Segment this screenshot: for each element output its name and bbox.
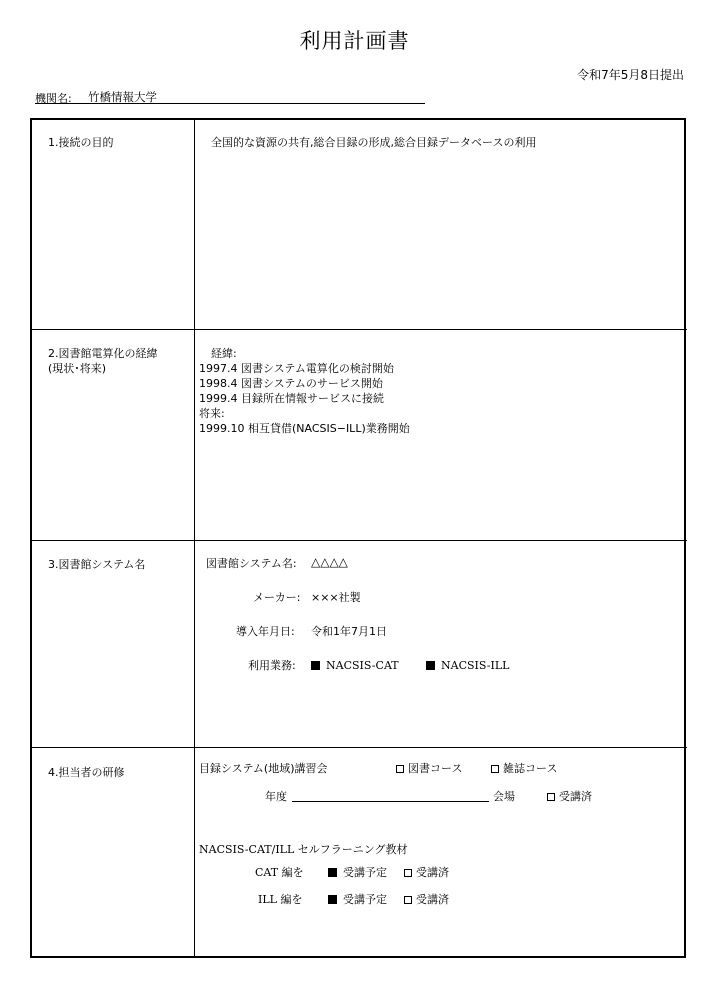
- year-label: 年度: [265, 790, 287, 803]
- self-learning-title: NACSIS-CAT/ILL セルフラーニング教材: [199, 843, 408, 856]
- section-2-label-sub: (現状･将来): [48, 362, 107, 375]
- section-3-label: 3.図書館システム名: [48, 558, 146, 571]
- checked-box-icon: [328, 868, 337, 877]
- section-2-label: 2.図書館電算化の経緯: [48, 347, 158, 360]
- section-1-text: 全国的な資源の共有,総合目録の形成,総合目録データベースの利用: [211, 136, 537, 149]
- checkbox-icon: [404, 869, 412, 877]
- checkbox-icon: [396, 765, 404, 773]
- ill-done: 受講済: [404, 892, 449, 907]
- course-attended: 受講済: [547, 789, 592, 804]
- intro-date-value: 令和1年7月1日: [311, 625, 387, 638]
- maker-value: ×××社製: [311, 591, 361, 604]
- system-name-value: △△△△: [311, 555, 348, 569]
- year-venue-blank: [292, 801, 489, 802]
- row-divider-2: [31, 540, 687, 541]
- org-label: 機関名:: [35, 92, 72, 105]
- cat-planned: 受講予定: [328, 865, 387, 880]
- checked-box-icon: [328, 895, 337, 904]
- org-underline: [35, 103, 425, 104]
- course-option-journals: 雑誌コース: [491, 761, 557, 776]
- cat-done: 受講済: [404, 865, 449, 880]
- usage-item-ill: NACSIS-ILL: [426, 658, 509, 673]
- section-4-label: 4.担当者の研修: [48, 766, 125, 779]
- future-line: 1999.10 相互貸借(NACSIS−ILL)業務開始: [199, 422, 410, 435]
- checkbox-icon: [491, 765, 499, 773]
- history-line: 1999.4 目録所在情報サービスに接続: [199, 392, 384, 405]
- ill-planned: 受講予定: [328, 892, 387, 907]
- checked-box-icon: [311, 661, 320, 670]
- usage-item-cat: NACSIS-CAT: [311, 658, 399, 673]
- checked-box-icon: [426, 661, 435, 670]
- venue-label: 会場: [493, 790, 515, 803]
- submission-date: 令和7年5月8日提出: [577, 68, 684, 82]
- column-divider: [194, 119, 195, 957]
- form-table: [30, 118, 686, 958]
- future-heading: 将来:: [199, 407, 225, 420]
- document-title: 利用計画書: [299, 29, 410, 53]
- org-value: 竹橋情報大学: [88, 90, 157, 104]
- checkbox-icon: [404, 896, 412, 904]
- cat-label: CAT 編を: [255, 866, 304, 879]
- history-line: 1998.4 図書システムのサービス開始: [199, 377, 383, 390]
- ill-label: ILL 編を: [258, 893, 303, 906]
- history-heading: 経緯:: [211, 347, 237, 360]
- section-1-label: 1.接続の目的: [48, 136, 114, 149]
- row-divider-3: [31, 747, 687, 748]
- checkbox-icon: [547, 793, 555, 801]
- course-option-books: 図書コース: [396, 761, 462, 776]
- row-divider-1: [31, 329, 687, 330]
- intro-date-label: 導入年月日:: [236, 625, 295, 638]
- usage-label: 利用業務:: [248, 659, 296, 672]
- system-name-label: 図書館システム名:: [206, 557, 297, 570]
- maker-label: メーカー:: [253, 591, 301, 604]
- history-line: 1997.4 図書システム電算化の検討開始: [199, 362, 394, 375]
- course-title: 目録システム(地域)講習会: [199, 762, 328, 775]
